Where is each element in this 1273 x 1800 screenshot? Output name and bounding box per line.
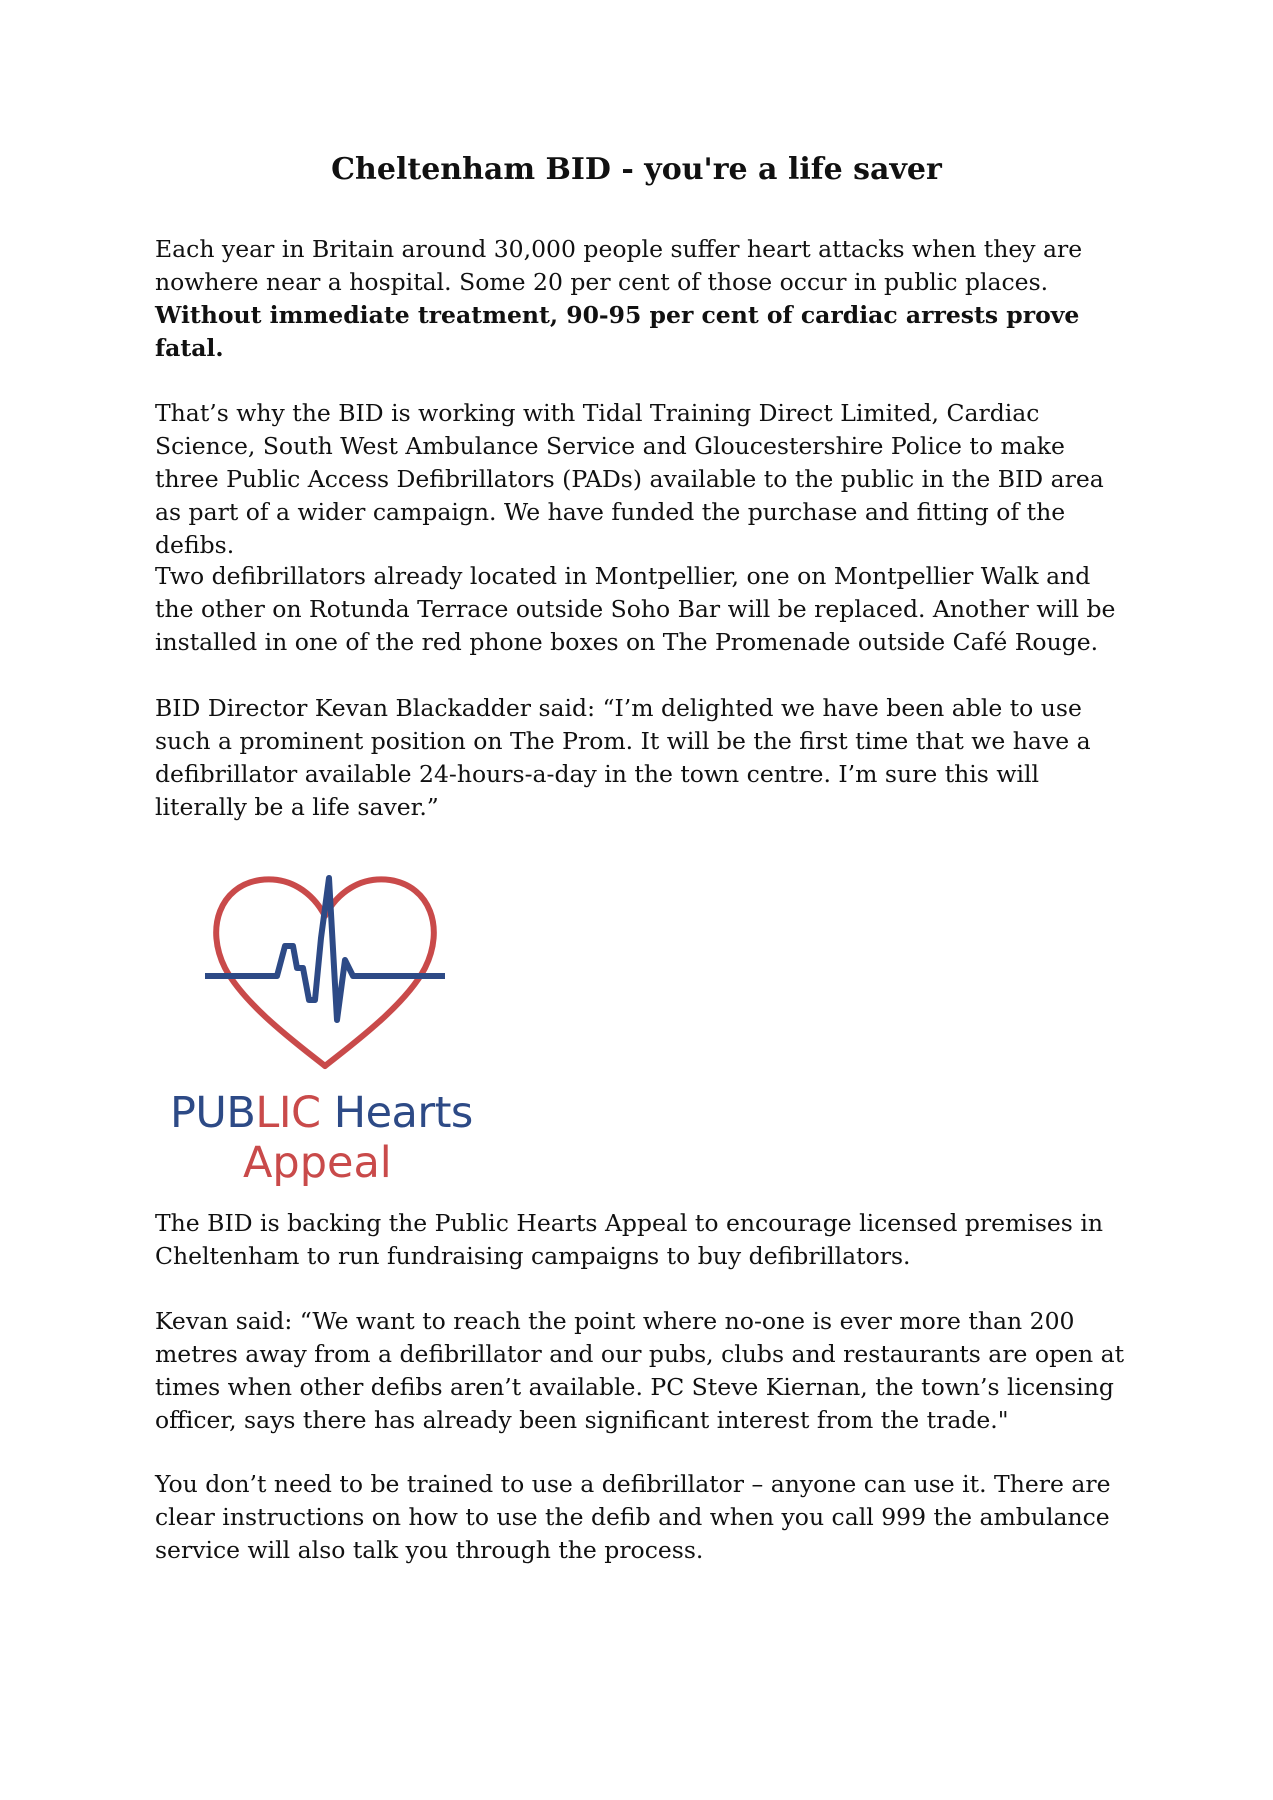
logo-text-lic: LIC bbox=[255, 1088, 321, 1138]
paragraph-instructions: You don’t need to be trained to use a defibrillator – anyone can use it. There are clear instructions on how to use the defib and when you call 999 the ambulance service will also talk you through the process. bbox=[155, 1470, 1111, 1564]
pulse-line bbox=[205, 878, 445, 1020]
logo-text-hearts: Hearts bbox=[320, 1088, 473, 1138]
paragraph-partners: That’s why the BID is working with Tidal Training Direct Limited, Cardiac Science, South West Ambulance Service and Gloucestershire Police to make three Public Access Defibrillators (PADs) available to the public in the BID area as part of a wider campaign. We have funded the purchase and fitting of the defibs. bbox=[155, 399, 1104, 559]
page-title: Cheltenham BID - you're a life saver bbox=[331, 152, 942, 187]
paragraph-appeal: The BID is backing the Public Hearts Appeal to encourage licensed premises in Cheltenham to run fundraising campaigns to buy defibrillators. bbox=[155, 1209, 1103, 1270]
public-hearts-appeal-logo bbox=[160, 868, 490, 1190]
paragraph-locations: Two defibrillators already located in Montpellier, one on Montpellier Walk and the other on Rotunda Terrace outside Soho Bar will be replaced. Another will be installed in one of the red phone boxes on The Promenade outside Café Rouge. bbox=[155, 562, 1116, 656]
logo-text-appeal: Appeal bbox=[243, 1138, 392, 1188]
intro-bold-text: Without immediate treatment, 90-95 per cent of cardiac arrests prove fatal. bbox=[155, 301, 1080, 362]
paragraph-director-quote: BID Director Kevan Blackadder said: “I’m delighted we have been able to use such a prominent position on The Prom. It will be the first time that we have a defibrillator available 24-hours-a-day in the town centre. I’m sure this will literally be a life saver.” bbox=[155, 694, 1091, 821]
heart-pulse-icon bbox=[205, 868, 445, 1083]
intro-text: Each year in Britain around 30,000 people suffer heart attacks when they are nowhere near a hospital. Some 20 per cent of those occur in public places. bbox=[155, 235, 1083, 296]
logo-text-public-hearts bbox=[170, 1088, 473, 1138]
logo-text-pub: PUB bbox=[170, 1088, 256, 1138]
paragraph-intro bbox=[155, 233, 1135, 365]
paragraph-kevan-quote: Kevan said: “We want to reach the point where no-one is ever more than 200 metres away from a defibrillator and our pubs, clubs and restaurants are open at times when other defibs aren’t available. PC Steve Kiernan, the town’s licensing officer, says there has already been significant interest from the trade." bbox=[155, 1307, 1125, 1434]
